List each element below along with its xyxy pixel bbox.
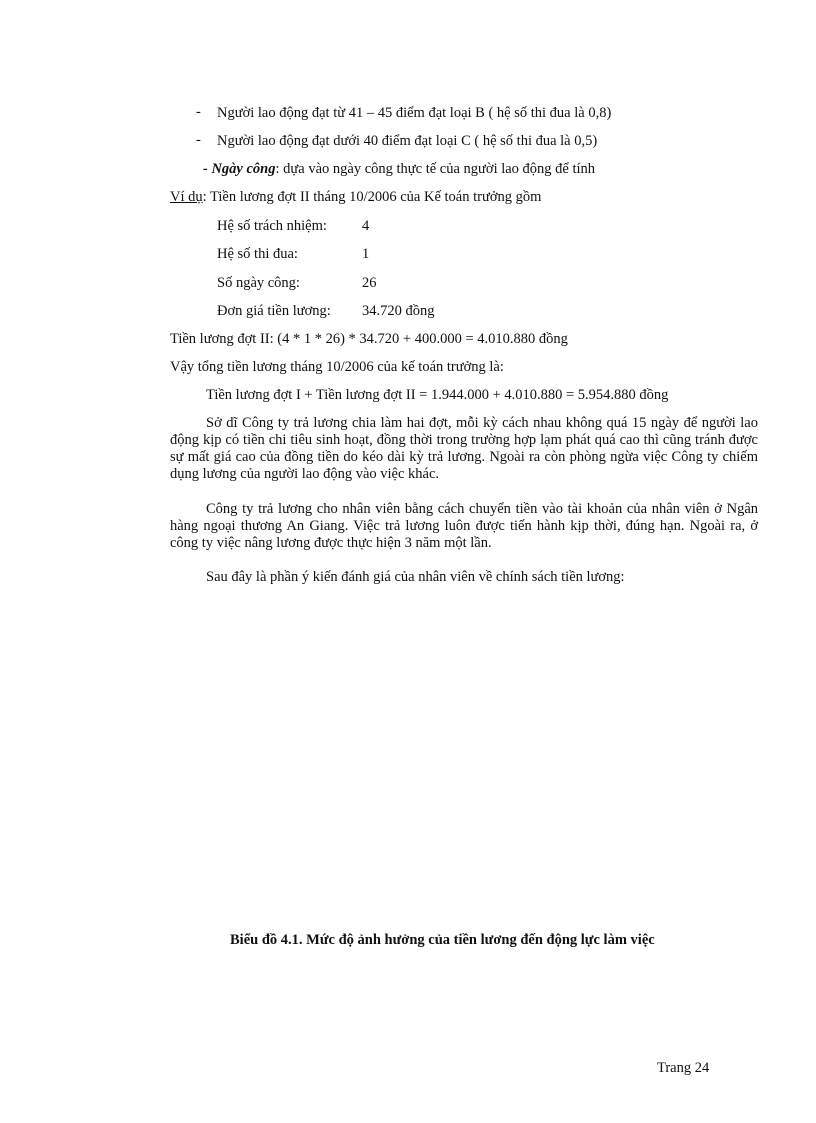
bullet-dash: - [196, 132, 201, 148]
total-intro: Vậy tổng tiền lương tháng 10/2006 của kế toán trưởng là: [170, 359, 504, 375]
bullet-item-2: Người lao động đạt dưới 40 điểm đạt loại C ( hệ số thi đua là 0,5) [217, 133, 598, 149]
param-value: 26 [362, 275, 377, 291]
total-formula: Tiền lương đợt I + Tiền lương đợt II = 1.944.000 + 4.010.880 = 5.954.880 đồng [206, 387, 669, 403]
param-value: 4 [362, 218, 370, 234]
example-text: : Tiền lương đợt II tháng 10/2006 của Kế toán trưởng gồm [202, 189, 542, 205]
paragraph: Sở dĩ Công ty trả lương chia làm hai đợt, mỗi kỳ cách nhau không quá 15 ngày để người lao động kịp có tiền chi tiêu sinh hoạt, đồng thời trong trường hợp lạm phát quá cao thì cũng tránh được sự mất giá cao của đồng tiền do kéo dài kỳ trả lương. Ngoài ra còn phòng ngừa việc Công ty chiếm dụng lương của người lao động vào việc khác. [170, 415, 758, 482]
param-key: Hệ số thi đua: [217, 246, 298, 262]
bullet-item-1: Người lao động đạt từ 41 – 45 điểm đạt loại B ( hệ số thi đua là 0,8) [217, 105, 612, 121]
formula-round2: Tiền lương đợt II: (4 * 1 * 26) * 34.720 + 400.000 = 4.010.880 đồng [170, 331, 568, 347]
workday-label: - Ngày công [203, 161, 276, 177]
param-value: 34.720 đồng [362, 303, 435, 319]
example-line [170, 188, 541, 206]
page-number: Trang 24 [657, 1060, 710, 1076]
param-key: Hệ số trách nhiệm: [217, 218, 327, 234]
workday-text: : dựa vào ngày công thực tế của người lao động để tính [275, 161, 596, 177]
example-label: Ví dụ [170, 189, 203, 205]
paragraph: Sau đây là phần ý kiến đánh giá của nhân viên về chính sách tiền lương: [206, 569, 625, 585]
param-key: Đơn giá tiền lương: [217, 303, 331, 319]
param-value: 1 [362, 246, 370, 262]
paragraph: Công ty trả lương cho nhân viên bằng cách chuyển tiền vào tài khoản của nhân viên ở Ngân hàng ngoại thương An Giang. Việc trả lương luôn được tiến hành kịp thời, đúng hạn. Ngoài ra, ở công ty việc nâng lương được thực hiện 3 năm một lần. [170, 501, 758, 551]
param-key: Số ngày công: [217, 275, 300, 291]
workday-line [203, 160, 595, 178]
bullet-dash: - [196, 104, 201, 120]
chart-caption: Biểu đồ 4.1. Mức độ ảnh hưởng của tiền lương đến động lực làm việc [230, 932, 655, 948]
